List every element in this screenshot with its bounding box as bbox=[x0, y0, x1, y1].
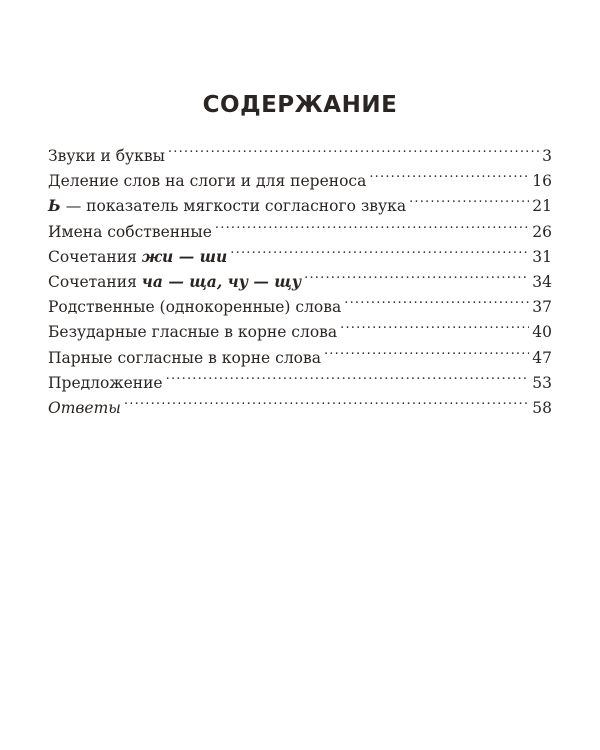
toc-dot-leader bbox=[324, 338, 529, 363]
toc-page-number: 37 bbox=[532, 298, 552, 317]
toc-entry-title-part: Безударные гласные в корне слова bbox=[48, 323, 338, 342]
toc-entry-title bbox=[48, 269, 301, 295]
toc-entry-title-part: Ответы bbox=[48, 398, 121, 417]
toc-dot-leader bbox=[124, 388, 529, 413]
page-title: СОДЕРЖАНИЕ bbox=[202, 92, 398, 118]
toc-dot-leader bbox=[409, 186, 529, 211]
toc-dot-leader bbox=[230, 237, 529, 262]
toc-dot-leader bbox=[369, 161, 529, 186]
toc-page-number: 58 bbox=[532, 398, 552, 417]
toc-entry-title-part: Парные согласные в корне слова bbox=[48, 348, 321, 367]
toc-entry bbox=[48, 388, 552, 417]
toc-page-number: 21 bbox=[532, 197, 552, 216]
toc-page-number: 47 bbox=[532, 348, 552, 367]
toc-entry-title-part: Звуки и буквы bbox=[48, 147, 165, 165]
table-of-contents bbox=[48, 136, 552, 417]
toc-page-number: 26 bbox=[532, 222, 552, 241]
toc-entry-title bbox=[48, 220, 212, 245]
toc-entry-title bbox=[48, 396, 121, 421]
toc-entry-title-part: Родственные (однокоренные) слова bbox=[48, 298, 342, 317]
toc-dot-leader bbox=[304, 262, 529, 287]
toc-entry-title-part: Сочетания bbox=[48, 272, 142, 291]
toc-entry-title bbox=[48, 169, 366, 194]
toc-dot-leader bbox=[168, 136, 539, 161]
toc-page-number: 34 bbox=[532, 272, 552, 291]
toc-entry-title-part: Предложение bbox=[48, 373, 163, 392]
toc-dot-leader bbox=[215, 212, 529, 237]
toc-entry bbox=[48, 136, 552, 165]
toc-entry-title-part: Имена собственные bbox=[48, 222, 212, 241]
toc-entry-title-part: Деление слов на слоги и для переноса bbox=[48, 172, 367, 191]
toc-entry-title bbox=[48, 144, 165, 169]
toc-entry-title bbox=[48, 295, 341, 320]
toc-dot-leader bbox=[340, 312, 529, 337]
toc-entry-title bbox=[48, 320, 337, 345]
toc-page-number: 16 bbox=[532, 172, 552, 191]
toc-entry-title-part: Сочетания bbox=[48, 247, 142, 266]
toc-page-number: 40 bbox=[532, 323, 552, 342]
toc-entry-title-part: жи — ши bbox=[141, 246, 228, 266]
toc-entry-title-part: — показатель мягкости согласного звука bbox=[60, 197, 407, 216]
toc-dot-leader bbox=[344, 287, 529, 312]
toc-page-number: 31 bbox=[532, 247, 552, 266]
toc-entry-title-part: Ь bbox=[48, 196, 61, 216]
toc-entry-title bbox=[48, 244, 227, 270]
toc-page-number: 3 bbox=[542, 147, 552, 165]
toc-entry-title-part: ча — ща, чу — щу bbox=[141, 271, 302, 291]
toc-dot-leader bbox=[166, 363, 530, 388]
toc-page-number: 53 bbox=[532, 373, 552, 392]
